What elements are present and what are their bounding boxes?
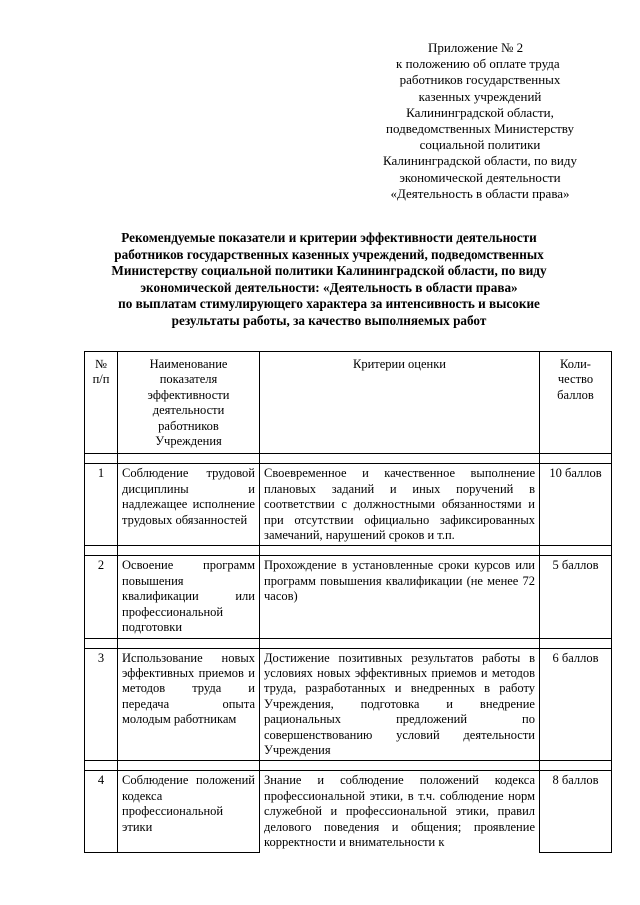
appendix-line: подведомственных Министерству xyxy=(386,121,574,137)
table-header-row xyxy=(85,352,612,454)
appendix-line: Калининградской области, по виду xyxy=(383,153,577,169)
appendix-line: «Деятельность в области права» xyxy=(390,185,570,201)
table-spacer-row xyxy=(85,454,612,464)
title-line: по выплатам стимулирующего характера за интенсивность и высокие xyxy=(118,296,540,311)
header-criteria: Критерии оценки xyxy=(260,352,540,454)
row-points: 10 баллов xyxy=(540,464,612,546)
title-line: экономической деятельности: «Деятельность в области права» xyxy=(140,279,518,295)
appendix-line: к положению об оплате труда xyxy=(396,56,560,72)
table-row xyxy=(85,771,612,853)
row-criteria: Знание и соблюдение положений кодекса профессиональной этики, в т.ч. соблюдение норм служебной и профессиональной этики, правил делового поведения и общения; проявление корректности и внимательности к xyxy=(260,771,540,853)
row-points: 6 баллов xyxy=(540,648,612,761)
row-points: 8 баллов xyxy=(540,771,612,853)
appendix-line: работников государственных xyxy=(399,72,561,88)
title-line: Министерству социальной политики Калининградской области, по виду xyxy=(111,263,547,278)
row-criteria: Прохождение в установленные сроки курсов или программ повышения квалификации (не менее 72 часов) xyxy=(260,556,540,638)
criteria-table xyxy=(84,351,612,853)
appendix-line: экономической деятельности xyxy=(399,169,561,185)
row-num: 2 xyxy=(85,556,118,638)
appendix-line: казенных учреждений xyxy=(418,88,542,104)
row-num: 1 xyxy=(85,464,118,546)
appendix-line: Приложение № 2 xyxy=(428,40,524,55)
appendix-line: социальной политики xyxy=(419,137,541,153)
table-row xyxy=(85,464,612,546)
row-criteria: Своевременное и качественное выполнение плановых заданий и иных поручений в соответствии с должностными обязанностями и при отсутствии официально зафиксированных замечаний, нарушений сроков и т.п. xyxy=(260,464,540,546)
row-num: 3 xyxy=(85,648,118,761)
table-spacer-row xyxy=(85,761,612,771)
row-indicator: Соблюдение трудовой дисциплины и надлежащее исполнение трудовых обязанностей xyxy=(118,464,260,546)
table-row xyxy=(85,648,612,761)
title-line: работников государственных казенных учреждений, подведомственных xyxy=(114,246,544,262)
appendix-header xyxy=(360,40,600,202)
header-name: Наименование показателя эффективности деятельности работников Учреждения xyxy=(118,352,260,454)
header-points: Коли-чество баллов xyxy=(540,352,612,454)
table-row xyxy=(85,556,612,638)
row-indicator: Освоение программ повышения квалификации или профессиональной подготовки xyxy=(118,556,260,638)
row-num: 4 xyxy=(85,771,118,853)
row-criteria: Достижение позитивных результатов работы в условиях новых эффективных приемов и методов труда, разработанных и внедренных в работу Учреждения, подготовка и внедрение рациональных предложений по совершенствованию условий деятельности Учреждения xyxy=(260,648,540,761)
title-line: Рекомендуемые показатели и критерии эффективности деятельности xyxy=(121,230,537,245)
header-num: № п/п xyxy=(85,352,118,454)
row-points: 5 баллов xyxy=(540,556,612,638)
title-line: результаты работы, за качество выполняемых работ xyxy=(171,312,487,328)
document-title xyxy=(86,230,572,329)
table-spacer-row xyxy=(85,638,612,648)
row-indicator: Соблюдение положений кодекса профессиональной этики xyxy=(118,771,260,853)
row-indicator: Использование новых эффективных приемов и методов труда и передача опыта молодым работникам xyxy=(118,648,260,761)
appendix-line: Калининградской области, xyxy=(406,104,554,120)
table-spacer-row xyxy=(85,546,612,556)
